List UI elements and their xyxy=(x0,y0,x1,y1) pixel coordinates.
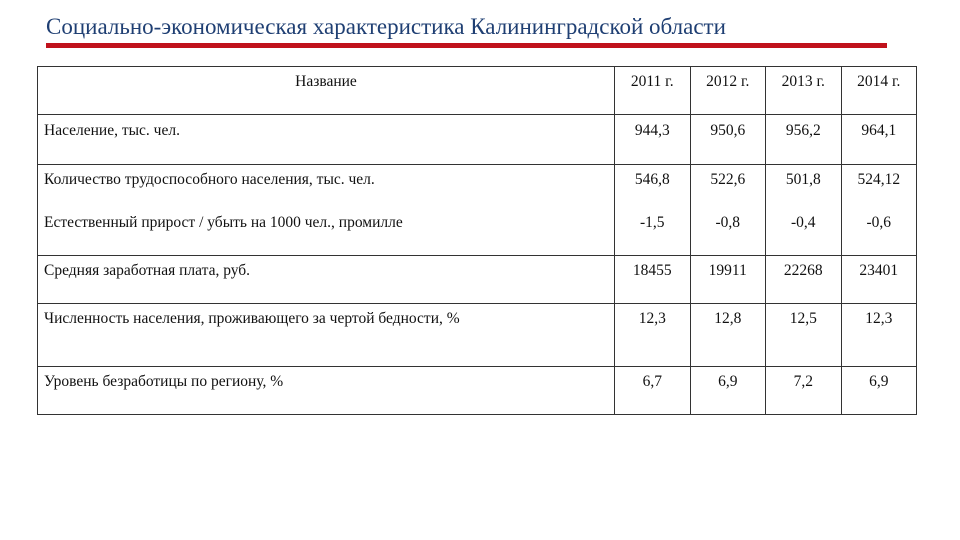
row-value-cell xyxy=(841,165,917,256)
row-value: 22268 xyxy=(766,256,842,304)
header-cell-year: 2014 г. xyxy=(841,67,917,115)
row-label: Естественный прирост / убыть на 1000 чел., промилле xyxy=(44,214,403,231)
table-header-row xyxy=(38,67,917,115)
row-value: 956,2 xyxy=(766,115,842,165)
row-value: 12,3 xyxy=(841,304,917,367)
row-value: 19911 xyxy=(690,256,766,304)
page-title: Социально-экономическая характеристика Калининградской области xyxy=(46,14,726,39)
row-value: 18455 xyxy=(615,256,691,304)
header-cell-year: 2013 г. xyxy=(766,67,842,115)
header-cell-year: 2011 г. xyxy=(615,67,691,115)
row-value: 12,3 xyxy=(615,304,691,367)
row-value: 522,6 xyxy=(710,171,746,188)
row-label: Численность населения, проживающего за чертой бедности, % xyxy=(38,304,615,367)
row-label: Уровень безработицы по региону, % xyxy=(38,367,615,415)
row-value: 546,8 xyxy=(634,171,670,188)
row-value: 964,1 xyxy=(841,115,917,165)
row-value: 6,9 xyxy=(841,367,917,415)
header-cell-name: Название xyxy=(38,67,615,115)
row-value-cell xyxy=(690,165,766,256)
table-row xyxy=(38,367,917,415)
row-label: Количество трудоспособного населения, тыс. чел. xyxy=(44,171,375,188)
row-value: 950,6 xyxy=(690,115,766,165)
table-row xyxy=(38,304,917,367)
data-table xyxy=(37,66,917,415)
row-value-cell xyxy=(615,165,691,256)
row-label: Население, тыс. чел. xyxy=(38,115,615,165)
table-row xyxy=(38,115,917,165)
row-label: Средняя заработная плата, руб. xyxy=(38,256,615,304)
table-row xyxy=(38,165,917,256)
row-value: 944,3 xyxy=(615,115,691,165)
row-value: 12,8 xyxy=(690,304,766,367)
row-value: -0,6 xyxy=(866,214,892,231)
row-value: 23401 xyxy=(841,256,917,304)
row-value: 6,9 xyxy=(690,367,766,415)
row-value: -0,4 xyxy=(790,214,816,231)
row-value: -1,5 xyxy=(639,214,665,231)
header-cell-year: 2012 г. xyxy=(690,67,766,115)
row-label-cell xyxy=(38,165,615,256)
row-value-cell xyxy=(766,165,842,256)
row-value: 7,2 xyxy=(766,367,842,415)
row-value: -0,8 xyxy=(715,214,741,231)
table-row xyxy=(38,256,917,304)
row-value: 12,5 xyxy=(766,304,842,367)
row-value: 6,7 xyxy=(615,367,691,415)
row-value: 524,12 xyxy=(857,171,901,188)
row-value: 501,8 xyxy=(785,171,821,188)
title-underline xyxy=(46,43,887,48)
